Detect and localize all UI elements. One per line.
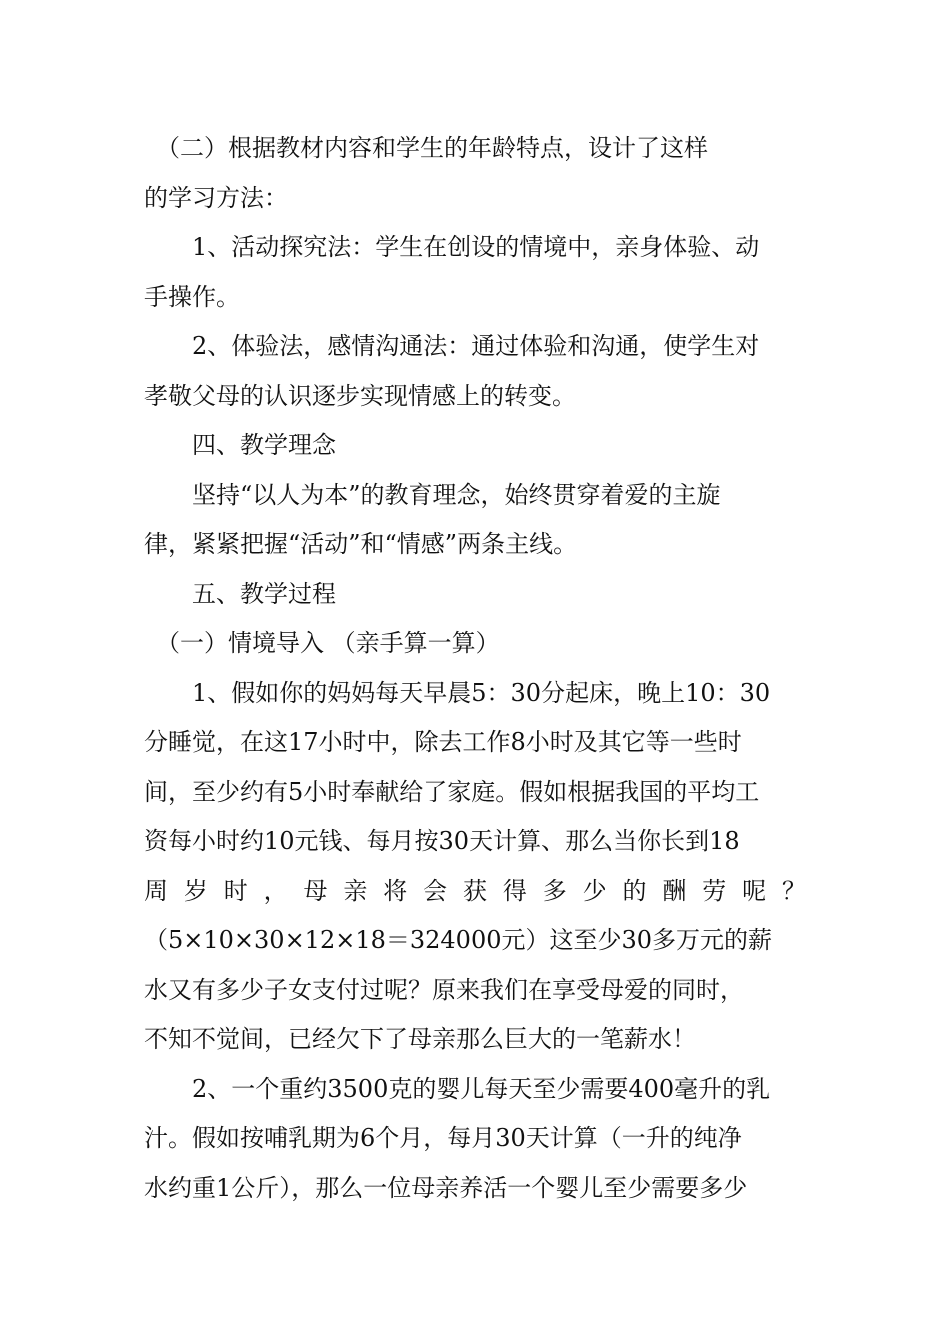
text-line: 坚持“以人为本”的教育理念，始终贯穿着爱的主旋	[144, 480, 721, 509]
text-line: 资每小时约10元钱、每月按30天计算、那么当你长到18	[144, 827, 740, 855]
text-line: 的学习方法：	[144, 183, 288, 212]
text-line: 律，紧紧把握“活动”和“情感”两条主线。	[144, 530, 578, 558]
text-line: 2、体验法，感情沟通法：通过体验和沟通，使学生对	[144, 332, 760, 360]
section-heading: 五、教学过程	[144, 579, 336, 608]
text-line: 2、一个重约3500克的婴儿每天至少需要400毫升的乳	[144, 1074, 771, 1103]
text-line: 孝敬父母的认识逐步实现情感上的转变。	[144, 381, 576, 410]
text-line: 1、活动探究法：学生在创设的情境中，亲身体验、动	[144, 233, 760, 261]
text-line: 水又有多少子女支付过呢？原来我们在享受母爱的同时，	[144, 975, 744, 1004]
text-line: 汁。假如按哺乳期为6个月，每月30天计算（一升的纯净	[144, 1124, 742, 1152]
section-heading: 四、教学理念	[144, 431, 336, 459]
text-line: 不知不觉间，已经欠下了母亲那么巨大的一笔薪水！	[144, 1025, 696, 1053]
text-line: 周岁时，母亲将会获得多少的酬劳呢？	[144, 876, 806, 905]
subsection-heading: （一）情境导入 （亲手算一算）	[144, 629, 500, 657]
document-body	[144, 124, 806, 1213]
text-line: 间，至少约有5小时奉献给了家庭。假如根据我国的平均工	[144, 777, 760, 806]
text-line: 水约重1公斤），那么一位母亲养活一个婴儿至少需要多少	[144, 1173, 748, 1202]
text-line: 手操作。	[144, 282, 240, 311]
text-line: （5×10×30×12×18＝324000元）这至少30多万元的薪	[144, 926, 773, 954]
text-line: 分睡觉，在这17小时中，除去工作8小时及其它等一些时	[144, 728, 742, 756]
text-line: （二）根据教材内容和学生的年龄特点，设计了这样	[144, 134, 708, 162]
text-line: 1、假如你的妈妈每天早晨5：30分起床，晚上10：30	[144, 678, 771, 707]
